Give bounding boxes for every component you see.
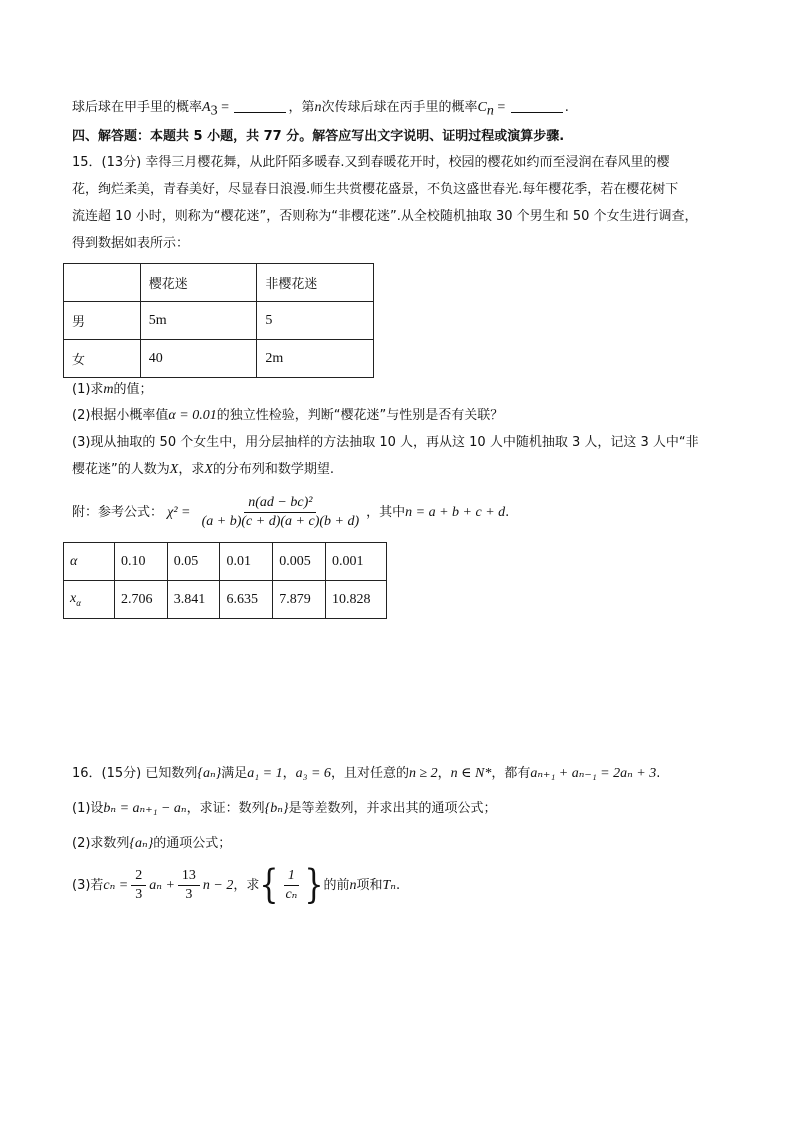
table-cell: 0.001	[325, 543, 386, 581]
table-cell: 5m	[140, 302, 257, 340]
table-row	[64, 543, 387, 581]
answer-blank-cn[interactable]	[511, 98, 563, 113]
table-cell: 0.05	[167, 543, 220, 581]
fraction: $\frac{2}{3}$	[131, 867, 146, 904]
fraction: $\frac{13}{3}$	[178, 867, 200, 904]
q16-part-3: (3)若cₙ = $\frac{2}{3}$ aₙ + $\frac{13}{3}$ n − 2，求{ $\frac{1}{\text{cₙ}}$ }的前n项和Tₙ.	[72, 862, 401, 908]
q15-text-line: 流连超 10 小时，则称为“樱花迷”，否则称为“非樱花迷”.从全校随机抽取 30 个男生和 50 个女生进行调查，	[72, 209, 698, 224]
table-cell: 3.841	[167, 581, 220, 619]
table-cell: 樱花迷	[140, 264, 257, 302]
chi-square-fraction: $\frac{\text{n(ad − bc)²}}{(a + b)(c + d)(a + c)(b + d)}$	[201, 495, 360, 529]
table-cell: 40	[140, 340, 257, 378]
q15-text-line: 15．(13分) 幸得三月樱花舞，从此阡陌多暖春.又到春暖花开时，校园的樱花如约而至浸润在春风里的樱	[72, 155, 670, 170]
table-cell: 男	[64, 302, 141, 340]
table-cell: 10.828	[325, 581, 386, 619]
reference-formula: 附：参考公式： χ² = $\frac{\text{n(ad − bc)²}}{(a + b)(c + d)(a + c)(b + d)}$ ，其中n = a + b + c + d.	[72, 495, 510, 529]
q15-text-line: 花，绚烂柔美，青春美好，尽显春日浪漫.师生共赏樱花盛景，不负这盛世春光.每年樱花季，若在樱花树下	[72, 182, 679, 197]
answer-blank-a3[interactable]	[234, 98, 286, 113]
fraction: $\frac{1}{\text{cₙ}}$	[285, 868, 298, 902]
q15-text-line: 得到数据如表所示：	[72, 236, 190, 251]
table-row	[64, 581, 387, 619]
table-cell: 5	[257, 302, 374, 340]
table-header-row	[64, 264, 374, 302]
table-cell: α	[64, 543, 115, 581]
critical-value-table	[63, 542, 387, 619]
q16-part-1: (1)设bₙ = aₙ₊₁ − aₙ，求证：数列{bₙ}是等差数列，并求出其的通项公式；	[72, 801, 497, 816]
table-cell: 2.706	[115, 581, 168, 619]
right-brace-icon: }	[304, 862, 324, 908]
table-cell: 0.01	[220, 543, 273, 581]
table-cell: 女	[64, 340, 141, 378]
table-row	[64, 302, 374, 340]
left-brace-icon: {	[259, 862, 279, 908]
q15-part-3: (3)现从抽取的 50 个女生中，用分层抽样的方法抽取 10 人，再从这 10 人中随机抽取 3 人，记这 3 人中“非	[72, 435, 699, 450]
q15-part-1: (1)求m的值；	[72, 382, 153, 397]
table-cell: 7.879	[273, 581, 326, 619]
table-cell: 非樱花迷	[257, 264, 374, 302]
table-cell	[64, 264, 141, 302]
q16-part-2: (2)求数列{aₙ}的通项公式；	[72, 836, 232, 851]
table-cell: 6.635	[220, 581, 273, 619]
q15-part-2: (2)根据小概率值α = 0.01的独立性检验，判断“樱花迷”与性别是否有关联？	[72, 408, 504, 423]
table-cell: 0.10	[115, 543, 168, 581]
fill-blank-line: 球后球在甲手里的概率$A_3$ = ，第n次传球后球在丙手里的概率$C_n$ = .	[72, 100, 569, 119]
contingency-table	[63, 263, 374, 378]
q16-stem: 16．(15分) 已知数列{aₙ}满足a₁ = 1，a₃ = 6，且对任意的n ≥ 2，n ∈ N*，都有aₙ₊₁ + aₙ₋₁ = 2aₙ + 3.	[72, 766, 661, 781]
table-cell: 2m	[257, 340, 374, 378]
table-row	[64, 340, 374, 378]
q15-part-3-cont: 樱花迷”的人数为X，求X的分布列和数学期望.	[72, 462, 335, 477]
table-cell: $x_\alpha$	[64, 581, 115, 619]
table-cell: 0.005	[273, 543, 326, 581]
section-heading: 四、解答题：本题共 5 小题，共 77 分。解答应写出文字说明、证明过程或演算步骤.	[72, 129, 565, 144]
